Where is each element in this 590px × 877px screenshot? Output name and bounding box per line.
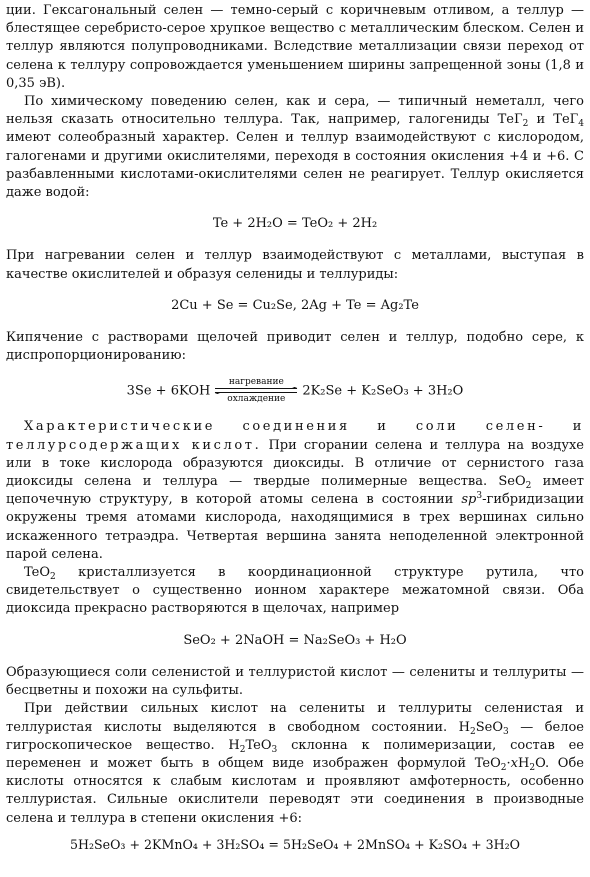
text-run: При сгорании селена и теллура на воздухе или в токе кислорода образуются диоксиды. В отличие от сернистого газа диоксиды селена и теллура — твердые полимерные вещества. SeO bbox=[6, 437, 584, 490]
subscript: 2 bbox=[529, 762, 536, 773]
subscript: 2 bbox=[469, 726, 476, 737]
subscript: 3 bbox=[502, 726, 509, 737]
equilibrium-arrow-icon bbox=[213, 387, 299, 394]
text-run: H bbox=[517, 755, 530, 771]
text-run: склонна к полимеризации, состав ее переменен и может быть в общем виде изображен формулой TeO bbox=[6, 737, 585, 771]
text-run: имеют солеобразный характер. Селен и теллур взаимодействуют с кислородом, галогенами и другими окислителями, переходя в состояния окисления +4 и +6. С разбавленными кислотами-окислителями селен не реагирует. Теллур окисляется даже водой: bbox=[6, 130, 584, 201]
subscript: 2 bbox=[525, 481, 532, 492]
paragraph-metals-reaction bbox=[6, 247, 584, 283]
subscript: 2 bbox=[500, 762, 507, 773]
arrow-label-heating: нагревание bbox=[228, 377, 284, 388]
subscript: 3 bbox=[271, 744, 278, 755]
text-run: При нагревании селен и теллур взаимодействуют с металлами, выступая в качестве окислителей и образуя селениды и теллуриды: bbox=[6, 248, 584, 282]
text-run: имеет цепочечную структуру, в которой атомы селена в состоянии bbox=[6, 474, 584, 508]
section-heading: Характеристические соединения и соли селен- и теллурсодержащих кислот. bbox=[6, 419, 584, 453]
subscript: 2 bbox=[50, 572, 56, 583]
text-run: Образующиеся соли селенистой и теллуристой кислот — селениты и теллуриты — бесцветны и похожи на сульфиты. bbox=[6, 664, 584, 699]
paragraph-selenous-tellurous-acids bbox=[6, 700, 584, 827]
subscript: 2 bbox=[239, 744, 246, 755]
text-run: TeO bbox=[24, 565, 51, 581]
text-run: · bbox=[506, 755, 511, 771]
text-run: кристаллизуется в координационной структуре рутила, что свидетельствует о существенно ионном характере межатомной связи. Оба диоксида прекрасно растворяются в щелочах, например bbox=[6, 565, 584, 617]
equation-right-side: 2K₂Se + K₂SeO₃ + 3H₂O bbox=[302, 383, 464, 399]
text-run: TeO bbox=[245, 737, 272, 753]
equation-permanganate-oxidation: 5H₂SeO₃ + 2KMnO₄ + 3H₂SO₄ = 5H₂SeO₄ + 2MnSO₄ + K₂SO₄ + 3H₂O bbox=[69, 836, 521, 852]
equation-seo2-naoh: SeO₂ + 2NaOH = Na₂SeO₃ + H₂O bbox=[183, 632, 407, 648]
paragraph-disproportionation bbox=[6, 329, 584, 365]
paragraph-selenites-tellurites bbox=[6, 664, 584, 700]
equation-tellurium-water: Te + 2H₂O = TeO₂ + 2H₂ bbox=[212, 216, 378, 232]
text-run: O. Обе кислоты относятся к слабым кислотам и проявляют амфотерность, особенно теллуристая. Сильные окислители переводят эти соединения в производные селена и теллура в степени окисления +6: bbox=[6, 755, 584, 826]
text-run: По химическому поведению селен, как и сера, — типичный неметалл, чего нельзя сказать относительно теллура. Так, например, галогениды ТеГ bbox=[6, 94, 584, 128]
text-run: При действии сильных кислот на селениты и теллуриты селенистая и теллуристая кислоты выделяются в свободном состоянии. H bbox=[6, 701, 584, 735]
equation-left-side: 3Se + 6KOH bbox=[126, 383, 211, 399]
italic-term: sp bbox=[461, 492, 477, 508]
italic-variable: x bbox=[510, 755, 518, 771]
text-run: ции. Гексагональный селен — темно-серый с коричневым отливом, а теллур — блестящее серебристо-серое хрупкое вещество с металлическим блеском. Селен и теллур являются полупроводниками. Вследствие металлизации связи переход от селена к теллуру сопровождается уменьшением ширины запрещенной зоны (1,8 и 0,35 эВ). bbox=[6, 3, 584, 91]
paragraph-selenium-tellurium-properties bbox=[6, 2, 584, 93]
paragraph-characteristic-compounds bbox=[6, 418, 584, 564]
subscript: 4 bbox=[578, 119, 584, 130]
text-run: — белое гигроскопическое вещество. H bbox=[6, 719, 584, 753]
equation-disproportionation bbox=[6, 378, 584, 404]
paragraph-chemical-behavior bbox=[6, 93, 584, 202]
subscript: 2 bbox=[522, 119, 529, 130]
equation-selenides-tellurides: 2Cu + Se = Cu₂Se, 2Ag + Te = Ag₂Te bbox=[171, 297, 419, 313]
text-run: SeO bbox=[475, 719, 503, 735]
paragraph-teo2-structure bbox=[6, 564, 584, 619]
text-run: и ТеГ bbox=[528, 112, 579, 128]
arrow-label-cooling: охлаждение bbox=[227, 394, 286, 405]
equilibrium-arrow bbox=[213, 378, 299, 404]
text-run: -гибридизации окружены тремя атомами кислорода, находящимися в трех вершинах сильно искаженного тетраэдра. Четвертая вершина занята неподеленной электронной парой селена. bbox=[6, 492, 584, 562]
superscript: 3 bbox=[476, 491, 483, 502]
text-run: Кипячение с растворами щелочей приводит селен и теллур, подобно сере, к диспропорционированию: bbox=[6, 330, 584, 364]
